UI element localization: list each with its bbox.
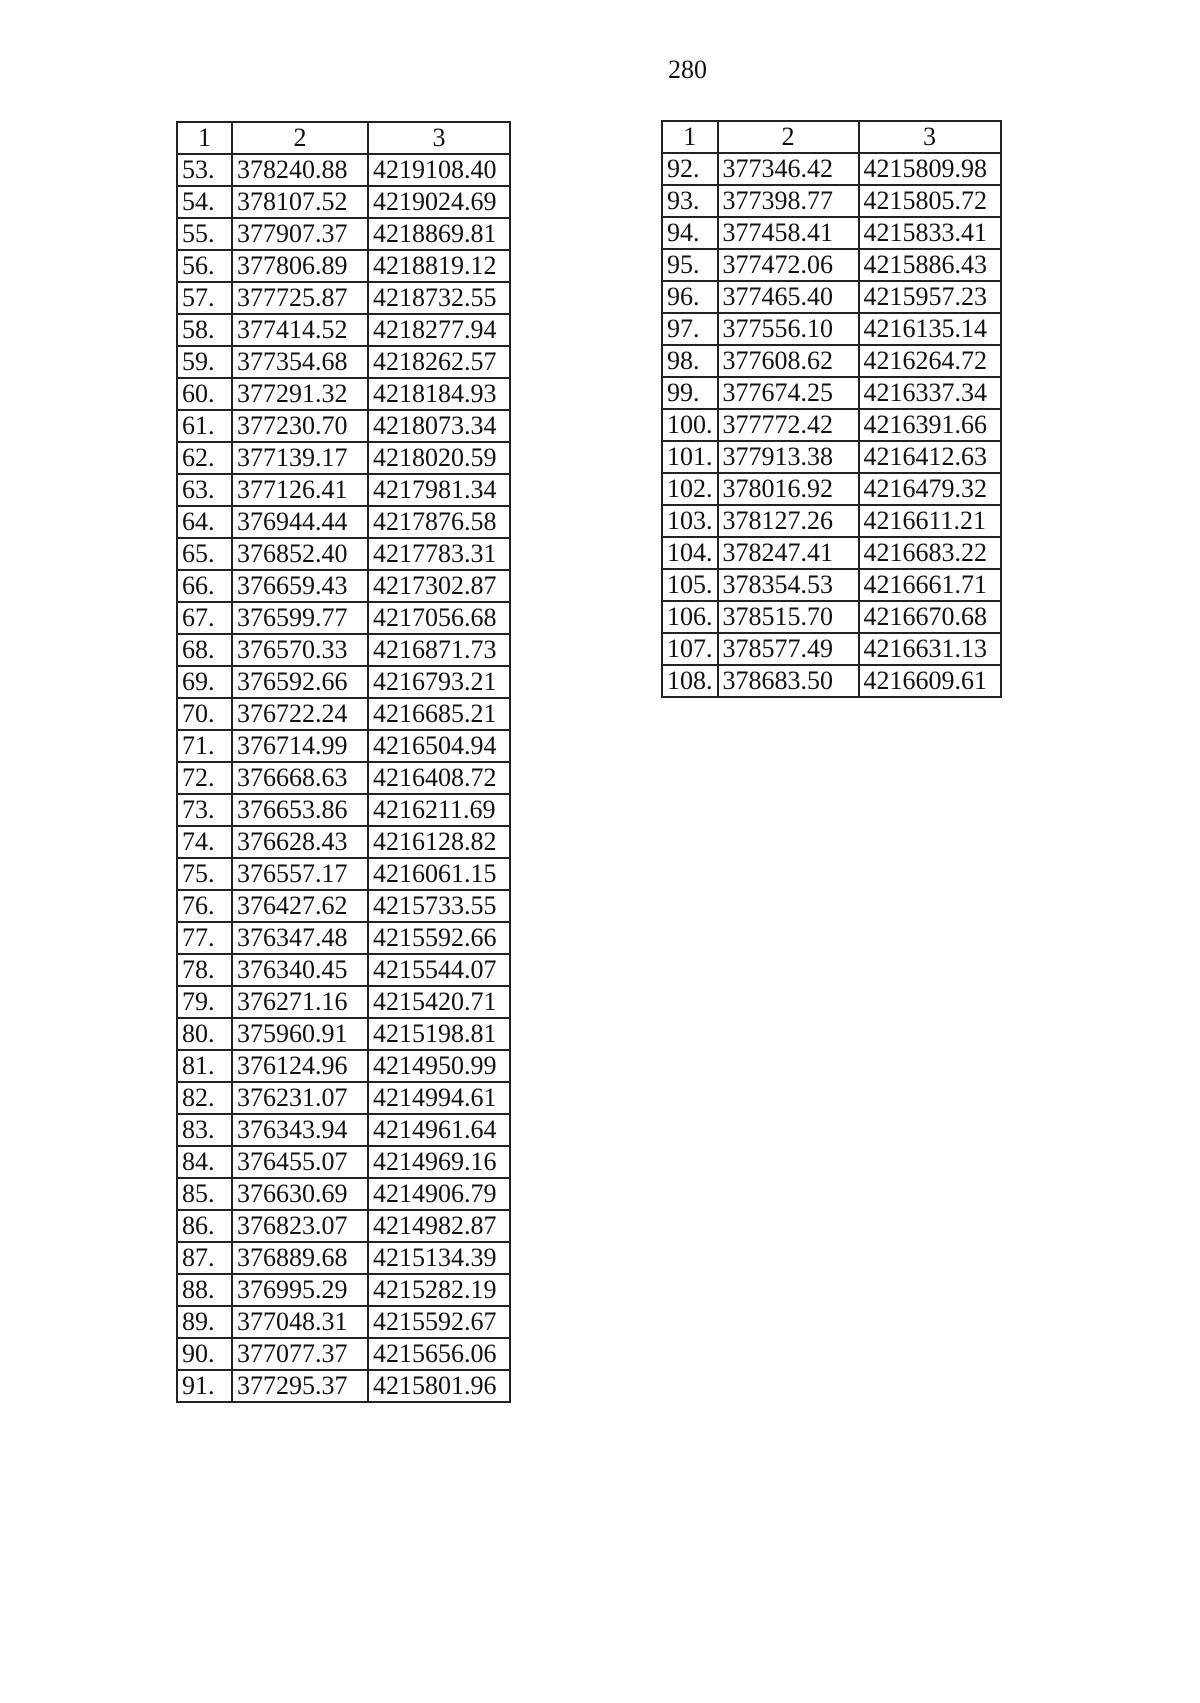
page-number: 280 bbox=[668, 55, 707, 84]
point-number-cell: 79. bbox=[177, 986, 232, 1018]
table-row bbox=[662, 153, 1001, 185]
point-number-cell: 75. bbox=[177, 858, 232, 890]
table-row bbox=[662, 473, 1001, 505]
x-coordinate-cell: 377907.37 bbox=[232, 218, 368, 250]
table-row bbox=[177, 314, 510, 346]
x-coordinate-cell: 376599.77 bbox=[232, 602, 368, 634]
x-coordinate-cell: 377772.42 bbox=[718, 409, 859, 441]
y-coordinate-cell: 4218277.94 bbox=[368, 314, 510, 346]
point-number-cell: 107. bbox=[662, 633, 718, 665]
point-number-cell: 100. bbox=[662, 409, 718, 441]
table-row bbox=[177, 442, 510, 474]
x-coordinate-cell: 378247.41 bbox=[718, 537, 859, 569]
y-coordinate-cell: 4217302.87 bbox=[368, 570, 510, 602]
x-coordinate-cell: 377346.42 bbox=[718, 153, 859, 185]
header-row bbox=[662, 121, 1001, 153]
point-number-cell: 66. bbox=[177, 570, 232, 602]
table-row bbox=[177, 1082, 510, 1114]
y-coordinate-cell: 4216609.61 bbox=[859, 665, 1001, 697]
point-number-cell: 103. bbox=[662, 505, 718, 537]
column-header-3: 3 bbox=[859, 121, 1001, 153]
table-row bbox=[662, 601, 1001, 633]
table-row bbox=[177, 538, 510, 570]
table-row bbox=[662, 377, 1001, 409]
table-row bbox=[177, 1370, 510, 1402]
y-coordinate-cell: 4214994.61 bbox=[368, 1082, 510, 1114]
point-number-cell: 61. bbox=[177, 410, 232, 442]
point-number-cell: 99. bbox=[662, 377, 718, 409]
point-number-cell: 54. bbox=[177, 186, 232, 218]
point-number-cell: 70. bbox=[177, 698, 232, 730]
point-number-cell: 108. bbox=[662, 665, 718, 697]
point-number-cell: 65. bbox=[177, 538, 232, 570]
table-row bbox=[177, 826, 510, 858]
point-number-cell: 83. bbox=[177, 1114, 232, 1146]
x-coordinate-cell: 376347.48 bbox=[232, 922, 368, 954]
y-coordinate-cell: 4216479.32 bbox=[859, 473, 1001, 505]
point-number-cell: 74. bbox=[177, 826, 232, 858]
point-number-cell: 63. bbox=[177, 474, 232, 506]
x-coordinate-cell: 377354.68 bbox=[232, 346, 368, 378]
point-number-cell: 59. bbox=[177, 346, 232, 378]
x-coordinate-cell: 376570.33 bbox=[232, 634, 368, 666]
x-coordinate-cell: 377139.17 bbox=[232, 442, 368, 474]
x-coordinate-cell: 377295.37 bbox=[232, 1370, 368, 1402]
point-number-cell: 102. bbox=[662, 473, 718, 505]
point-number-cell: 97. bbox=[662, 313, 718, 345]
table-row bbox=[177, 410, 510, 442]
x-coordinate-cell: 378683.50 bbox=[718, 665, 859, 697]
y-coordinate-cell: 4215801.96 bbox=[368, 1370, 510, 1402]
y-coordinate-cell: 4216211.69 bbox=[368, 794, 510, 826]
x-coordinate-cell: 376722.24 bbox=[232, 698, 368, 730]
table-row bbox=[177, 1274, 510, 1306]
y-coordinate-cell: 4217056.68 bbox=[368, 602, 510, 634]
y-coordinate-cell: 4218819.12 bbox=[368, 250, 510, 282]
point-number-cell: 68. bbox=[177, 634, 232, 666]
table-row bbox=[662, 441, 1001, 473]
y-coordinate-cell: 4214969.16 bbox=[368, 1146, 510, 1178]
table-row bbox=[662, 185, 1001, 217]
x-coordinate-cell: 377465.40 bbox=[718, 281, 859, 313]
table-row bbox=[177, 1306, 510, 1338]
y-coordinate-cell: 4219108.40 bbox=[368, 154, 510, 186]
point-number-cell: 93. bbox=[662, 185, 718, 217]
y-coordinate-cell: 4218732.55 bbox=[368, 282, 510, 314]
table-row bbox=[177, 250, 510, 282]
point-number-cell: 62. bbox=[177, 442, 232, 474]
y-coordinate-cell: 4216871.73 bbox=[368, 634, 510, 666]
x-coordinate-cell: 377048.31 bbox=[232, 1306, 368, 1338]
x-coordinate-cell: 377913.38 bbox=[718, 441, 859, 473]
x-coordinate-cell: 378016.92 bbox=[718, 473, 859, 505]
y-coordinate-cell: 4216631.13 bbox=[859, 633, 1001, 665]
x-coordinate-cell: 376557.17 bbox=[232, 858, 368, 890]
x-coordinate-cell: 377398.77 bbox=[718, 185, 859, 217]
column-header-3: 3 bbox=[368, 122, 510, 154]
header-row bbox=[177, 122, 510, 154]
point-number-cell: 71. bbox=[177, 730, 232, 762]
x-coordinate-cell: 376628.43 bbox=[232, 826, 368, 858]
y-coordinate-cell: 4214906.79 bbox=[368, 1178, 510, 1210]
point-number-cell: 55. bbox=[177, 218, 232, 250]
y-coordinate-cell: 4216412.63 bbox=[859, 441, 1001, 473]
table-row bbox=[662, 345, 1001, 377]
point-number-cell: 67. bbox=[177, 602, 232, 634]
x-coordinate-cell: 378240.88 bbox=[232, 154, 368, 186]
x-coordinate-cell: 377230.70 bbox=[232, 410, 368, 442]
table-row bbox=[177, 218, 510, 250]
x-coordinate-cell: 375960.91 bbox=[232, 1018, 368, 1050]
point-number-cell: 92. bbox=[662, 153, 718, 185]
table-row bbox=[177, 506, 510, 538]
point-number-cell: 104. bbox=[662, 537, 718, 569]
column-header-2: 2 bbox=[718, 121, 859, 153]
table-row bbox=[177, 378, 510, 410]
table-row bbox=[177, 474, 510, 506]
table-row bbox=[662, 633, 1001, 665]
x-coordinate-cell: 376340.45 bbox=[232, 954, 368, 986]
point-number-cell: 91. bbox=[177, 1370, 232, 1402]
point-number-cell: 105. bbox=[662, 569, 718, 601]
table-row bbox=[177, 954, 510, 986]
point-number-cell: 87. bbox=[177, 1242, 232, 1274]
y-coordinate-cell: 4216337.34 bbox=[859, 377, 1001, 409]
x-coordinate-cell: 377674.25 bbox=[718, 377, 859, 409]
point-number-cell: 94. bbox=[662, 217, 718, 249]
y-coordinate-cell: 4216391.66 bbox=[859, 409, 1001, 441]
y-coordinate-cell: 4216504.94 bbox=[368, 730, 510, 762]
table-row bbox=[662, 249, 1001, 281]
point-number-cell: 82. bbox=[177, 1082, 232, 1114]
y-coordinate-cell: 4218184.93 bbox=[368, 378, 510, 410]
x-coordinate-cell: 378127.26 bbox=[718, 505, 859, 537]
x-coordinate-cell: 377291.32 bbox=[232, 378, 368, 410]
y-coordinate-cell: 4217981.34 bbox=[368, 474, 510, 506]
table-row bbox=[177, 634, 510, 666]
y-coordinate-cell: 4215592.67 bbox=[368, 1306, 510, 1338]
x-coordinate-cell: 377608.62 bbox=[718, 345, 859, 377]
table-row bbox=[662, 217, 1001, 249]
table-row bbox=[177, 1146, 510, 1178]
point-number-cell: 73. bbox=[177, 794, 232, 826]
table-body bbox=[177, 154, 510, 1402]
y-coordinate-cell: 4215134.39 bbox=[368, 1242, 510, 1274]
point-number-cell: 60. bbox=[177, 378, 232, 410]
x-coordinate-cell: 376852.40 bbox=[232, 538, 368, 570]
point-number-cell: 57. bbox=[177, 282, 232, 314]
x-coordinate-cell: 378577.49 bbox=[718, 633, 859, 665]
point-number-cell: 53. bbox=[177, 154, 232, 186]
table-header bbox=[662, 121, 1001, 153]
table-row bbox=[177, 570, 510, 602]
table-row bbox=[177, 154, 510, 186]
y-coordinate-cell: 4218262.57 bbox=[368, 346, 510, 378]
table-row bbox=[177, 186, 510, 218]
table-row bbox=[177, 1018, 510, 1050]
table-row bbox=[177, 1114, 510, 1146]
table-row bbox=[662, 569, 1001, 601]
x-coordinate-cell: 377556.10 bbox=[718, 313, 859, 345]
y-coordinate-cell: 4214961.64 bbox=[368, 1114, 510, 1146]
x-coordinate-cell: 376271.16 bbox=[232, 986, 368, 1018]
y-coordinate-cell: 4215592.66 bbox=[368, 922, 510, 954]
point-number-cell: 80. bbox=[177, 1018, 232, 1050]
x-coordinate-cell: 376889.68 bbox=[232, 1242, 368, 1274]
x-coordinate-cell: 377458.41 bbox=[718, 217, 859, 249]
y-coordinate-cell: 4217783.31 bbox=[368, 538, 510, 570]
point-number-cell: 88. bbox=[177, 1274, 232, 1306]
y-coordinate-cell: 4214950.99 bbox=[368, 1050, 510, 1082]
column-header-1: 1 bbox=[177, 122, 232, 154]
x-coordinate-cell: 376944.44 bbox=[232, 506, 368, 538]
y-coordinate-cell: 4216061.15 bbox=[368, 858, 510, 890]
y-coordinate-cell: 4215886.43 bbox=[859, 249, 1001, 281]
table-row bbox=[662, 409, 1001, 441]
y-coordinate-cell: 4216793.21 bbox=[368, 666, 510, 698]
y-coordinate-cell: 4216135.14 bbox=[859, 313, 1001, 345]
point-number-cell: 106. bbox=[662, 601, 718, 633]
y-coordinate-cell: 4216264.72 bbox=[859, 345, 1001, 377]
table-row bbox=[177, 1178, 510, 1210]
y-coordinate-cell: 4215544.07 bbox=[368, 954, 510, 986]
point-number-cell: 56. bbox=[177, 250, 232, 282]
y-coordinate-cell: 4214982.87 bbox=[368, 1210, 510, 1242]
column-header-1: 1 bbox=[662, 121, 718, 153]
y-coordinate-cell: 4215957.23 bbox=[859, 281, 1001, 313]
table-row bbox=[662, 281, 1001, 313]
table-row bbox=[177, 1210, 510, 1242]
x-coordinate-cell: 377806.89 bbox=[232, 250, 368, 282]
table-row bbox=[177, 922, 510, 954]
table-row bbox=[662, 505, 1001, 537]
x-coordinate-cell: 376630.69 bbox=[232, 1178, 368, 1210]
y-coordinate-cell: 4215733.55 bbox=[368, 890, 510, 922]
y-coordinate-cell: 4215420.71 bbox=[368, 986, 510, 1018]
point-number-cell: 78. bbox=[177, 954, 232, 986]
point-number-cell: 72. bbox=[177, 762, 232, 794]
table-header bbox=[177, 122, 510, 154]
y-coordinate-cell: 4219024.69 bbox=[368, 186, 510, 218]
table-row bbox=[177, 602, 510, 634]
y-coordinate-cell: 4215809.98 bbox=[859, 153, 1001, 185]
y-coordinate-cell: 4216661.71 bbox=[859, 569, 1001, 601]
point-number-cell: 89. bbox=[177, 1306, 232, 1338]
coordinates-table-left bbox=[176, 121, 511, 1403]
table-row bbox=[177, 698, 510, 730]
point-number-cell: 101. bbox=[662, 441, 718, 473]
x-coordinate-cell: 377126.41 bbox=[232, 474, 368, 506]
y-coordinate-cell: 4216685.21 bbox=[368, 698, 510, 730]
y-coordinate-cell: 4218020.59 bbox=[368, 442, 510, 474]
y-coordinate-cell: 4215805.72 bbox=[859, 185, 1001, 217]
x-coordinate-cell: 376343.94 bbox=[232, 1114, 368, 1146]
x-coordinate-cell: 376124.96 bbox=[232, 1050, 368, 1082]
x-coordinate-cell: 378515.70 bbox=[718, 601, 859, 633]
y-coordinate-cell: 4215282.19 bbox=[368, 1274, 510, 1306]
y-coordinate-cell: 4216670.68 bbox=[859, 601, 1001, 633]
table-row bbox=[177, 986, 510, 1018]
point-number-cell: 64. bbox=[177, 506, 232, 538]
column-header-2: 2 bbox=[232, 122, 368, 154]
x-coordinate-cell: 377077.37 bbox=[232, 1338, 368, 1370]
table-row bbox=[177, 890, 510, 922]
point-number-cell: 86. bbox=[177, 1210, 232, 1242]
table-row bbox=[177, 730, 510, 762]
table-row bbox=[177, 858, 510, 890]
x-coordinate-cell: 376659.43 bbox=[232, 570, 368, 602]
y-coordinate-cell: 4215656.06 bbox=[368, 1338, 510, 1370]
y-coordinate-cell: 4215833.41 bbox=[859, 217, 1001, 249]
y-coordinate-cell: 4216611.21 bbox=[859, 505, 1001, 537]
x-coordinate-cell: 378354.53 bbox=[718, 569, 859, 601]
x-coordinate-cell: 376455.07 bbox=[232, 1146, 368, 1178]
x-coordinate-cell: 376714.99 bbox=[232, 730, 368, 762]
table-row bbox=[177, 1242, 510, 1274]
point-number-cell: 95. bbox=[662, 249, 718, 281]
table-row bbox=[662, 313, 1001, 345]
table-row bbox=[177, 762, 510, 794]
point-number-cell: 69. bbox=[177, 666, 232, 698]
point-number-cell: 98. bbox=[662, 345, 718, 377]
x-coordinate-cell: 376427.62 bbox=[232, 890, 368, 922]
table-body bbox=[662, 153, 1001, 697]
x-coordinate-cell: 377725.87 bbox=[232, 282, 368, 314]
y-coordinate-cell: 4216128.82 bbox=[368, 826, 510, 858]
x-coordinate-cell: 377472.06 bbox=[718, 249, 859, 281]
point-number-cell: 84. bbox=[177, 1146, 232, 1178]
x-coordinate-cell: 376592.66 bbox=[232, 666, 368, 698]
point-number-cell: 90. bbox=[177, 1338, 232, 1370]
point-number-cell: 77. bbox=[177, 922, 232, 954]
x-coordinate-cell: 376995.29 bbox=[232, 1274, 368, 1306]
x-coordinate-cell: 376823.07 bbox=[232, 1210, 368, 1242]
x-coordinate-cell: 377414.52 bbox=[232, 314, 368, 346]
table-row bbox=[662, 537, 1001, 569]
y-coordinate-cell: 4217876.58 bbox=[368, 506, 510, 538]
y-coordinate-cell: 4216683.22 bbox=[859, 537, 1001, 569]
x-coordinate-cell: 376668.63 bbox=[232, 762, 368, 794]
table-row bbox=[177, 794, 510, 826]
table-row bbox=[177, 282, 510, 314]
y-coordinate-cell: 4218073.34 bbox=[368, 410, 510, 442]
y-coordinate-cell: 4216408.72 bbox=[368, 762, 510, 794]
point-number-cell: 96. bbox=[662, 281, 718, 313]
x-coordinate-cell: 376653.86 bbox=[232, 794, 368, 826]
y-coordinate-cell: 4218869.81 bbox=[368, 218, 510, 250]
point-number-cell: 81. bbox=[177, 1050, 232, 1082]
x-coordinate-cell: 376231.07 bbox=[232, 1082, 368, 1114]
x-coordinate-cell: 378107.52 bbox=[232, 186, 368, 218]
point-number-cell: 76. bbox=[177, 890, 232, 922]
point-number-cell: 58. bbox=[177, 314, 232, 346]
table-row bbox=[177, 1338, 510, 1370]
point-number-cell: 85. bbox=[177, 1178, 232, 1210]
table-row bbox=[177, 346, 510, 378]
table-row bbox=[177, 1050, 510, 1082]
coordinates-table-right bbox=[661, 120, 1002, 698]
table-row bbox=[177, 666, 510, 698]
y-coordinate-cell: 4215198.81 bbox=[368, 1018, 510, 1050]
table-row bbox=[662, 665, 1001, 697]
